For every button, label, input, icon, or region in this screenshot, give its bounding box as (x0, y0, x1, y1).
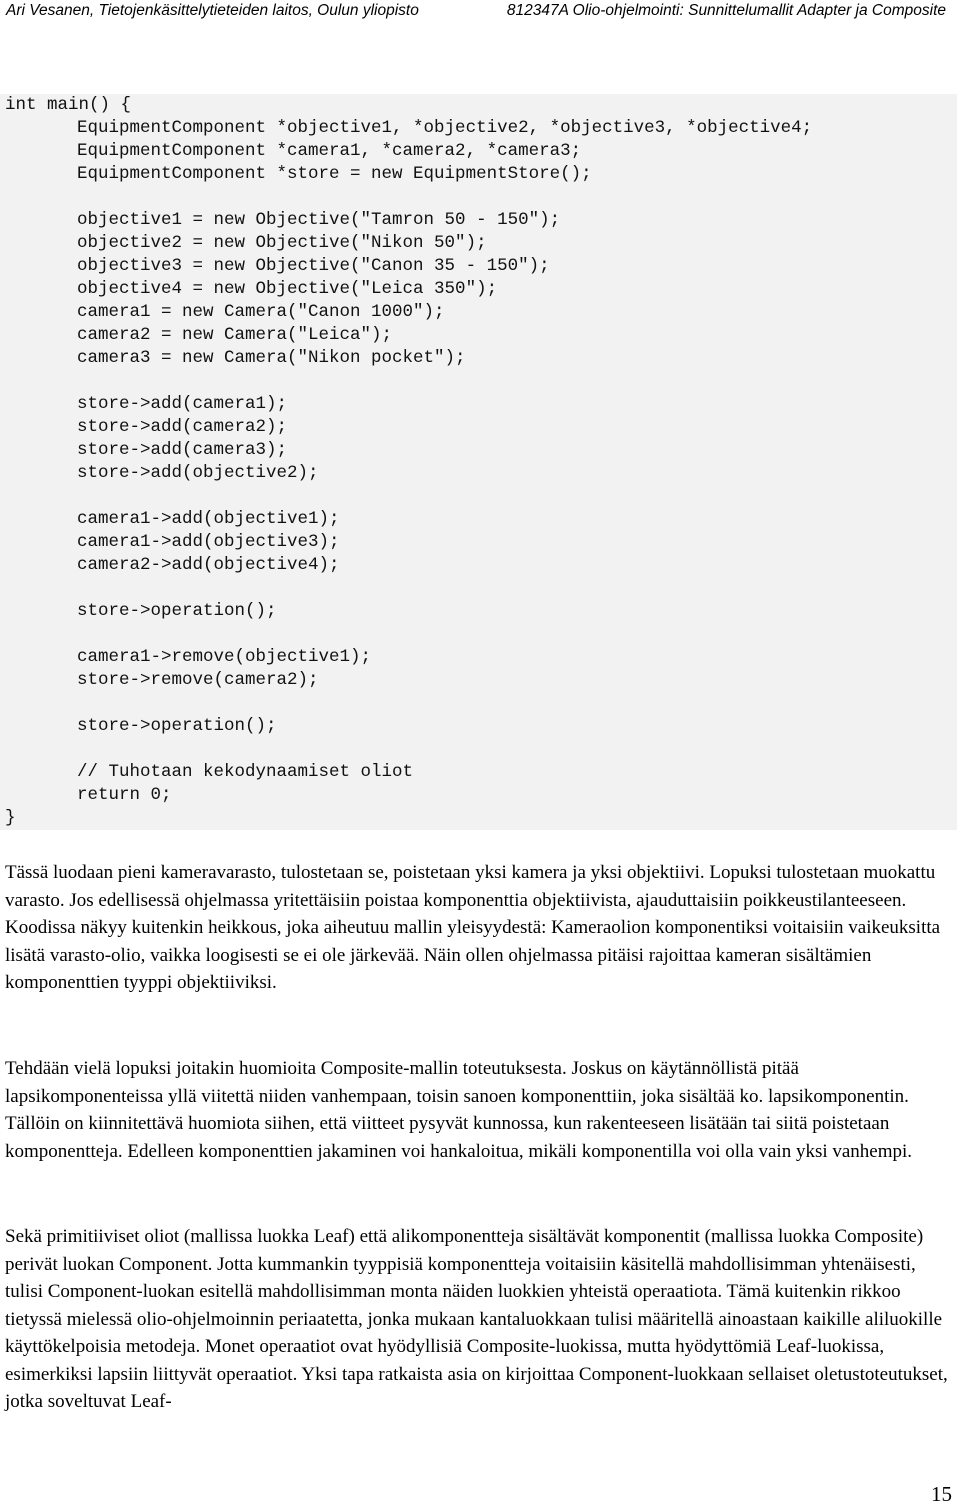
body-text (5, 859, 955, 997)
header-course-title: 812347A Olio-ohjelmointi: Sunnittelumallit Adapter ja Composite (506, 2, 946, 19)
code-line: camera2 = new Camera("Leica"); (77, 325, 393, 345)
paragraph: Sekä primitiiviset oliot (mallissa luokka Leaf) että alikomponentteja sisältävät komponentit (mallissa luokka Composite) perivät luokan Component. Jotta kummankin tyyppisiä komponentteja voitaisiin käsitellä mahdollisimman yhtenäisesti, tulisi Component-luokan esitellä mahdollisimman monta näiden luokkien yhteistä operaatiota. Tämä kuitenkin rikkoo tietyssä mielessä olio-ohjelmoinnin periaatetta, jonka mukaan kantaluokkaan tulisi määritellä ainoastaan kaikille aliluokille käyttökelpoisia metodeja. Monet operaatiot ovat hyödyllisiä Composite-luokissa, mutta hyödyttömiä Leaf-luokissa, esimerkiksi lapsiin liittyvät operaatiot. Yksi tapa ratkaista asia on kirjoittaa Component-luokkaan sellaiset oletustoteutukset, jotka soveltuvat Leaf- (5, 1226, 948, 1412)
code-line: objective1 = new Objective("Tamron 50 - 150"); (77, 210, 561, 230)
page-header (0, 0, 960, 44)
code-line: store->add(camera3); (77, 440, 288, 460)
code-line: objective4 = new Objective("Leica 350"); (77, 279, 498, 299)
code-line: camera1->remove(objective1); (77, 647, 372, 667)
code-line: objective3 = new Objective("Canon 35 - 150"); (77, 256, 550, 276)
paragraph: Tehdään vielä lopuksi joitakin huomioita Composite-mallin toteutuksesta. Joskus on käytännöllistä pitää lapsikomponenteissa yllä viitettä niiden vanhempaan, toisin sanoen komponenttiin, joka sisältää ko. lapsikomponentin. Tällöin on kiinnitettävä huomiota siihen, että viitteet pysyvät kunnossa, kun rakenteeseen lisätään tai siitä poistetaan komponentteja. Edelleen komponenttien jakaminen voi hankaloitua, mikäli komponentilla voi olla vain yksi vanhempi. (5, 1058, 913, 1162)
code-line: EquipmentComponent *objective1, *objective2, *objective3, *objective4; (77, 118, 813, 138)
code-line: store->add(objective2); (77, 463, 319, 483)
code-closing-brace: } (5, 808, 16, 828)
code-line: store->remove(camera2); (77, 670, 319, 690)
code-line: camera1 = new Camera("Canon 1000"); (77, 302, 445, 322)
code-comment: // Tuhotaan kekodynaamiset oliot (77, 762, 414, 782)
code-line: return 0; (77, 785, 172, 805)
code-line: store->operation(); (77, 716, 277, 736)
code-line: store->operation(); (77, 601, 277, 621)
page-number: 15 (931, 1482, 952, 1506)
code-line: camera3 = new Camera("Nikon pocket"); (77, 348, 466, 368)
header-author: Ari Vesanen, Tietojenkäsittelytieteiden laitos, Oulun yliopisto (6, 2, 419, 19)
code-line: camera2->add(objective4); (77, 555, 340, 575)
code-line: camera1->add(objective1); (77, 509, 340, 529)
code-line: objective2 = new Objective("Nikon 50"); (77, 233, 487, 253)
code-line: store->add(camera1); (77, 394, 288, 414)
paragraph: Tässä luodaan pieni kameravarasto, tulostetaan se, poistetaan yksi kamera ja yksi objektiivi. Lopuksi tulostetaan muokattu varasto. Jos edellisessä ohjelmassa yritettäisiin poistaa komponenttia objektiivista, ajauduttaisiin poikkeustilanteeseen. Koodissa näkyy kuitenkin heikkous, joka aiheutuu mallin yleisyydestä: Kameraolion komponentiksi voitaisiin vaikeuksitta lisätä varasto-olio, vaikka loogisesti se ei ole järkevää. Näin ollen ohjelmassa pitäisi rajoittaa kameran sisältämien komponenttien tyyppi objektiiviksi. (5, 862, 941, 993)
body-text (5, 1055, 955, 1165)
body-text (5, 1223, 955, 1416)
code-line: camera1->add(objective3); (77, 532, 340, 552)
code-line: EquipmentComponent *camera1, *camera2, *camera3; (77, 141, 582, 161)
code-signature: int main() { (5, 95, 132, 115)
code-line: EquipmentComponent *store = new EquipmentStore(); (77, 164, 592, 184)
code-line: store->add(camera2); (77, 417, 288, 437)
